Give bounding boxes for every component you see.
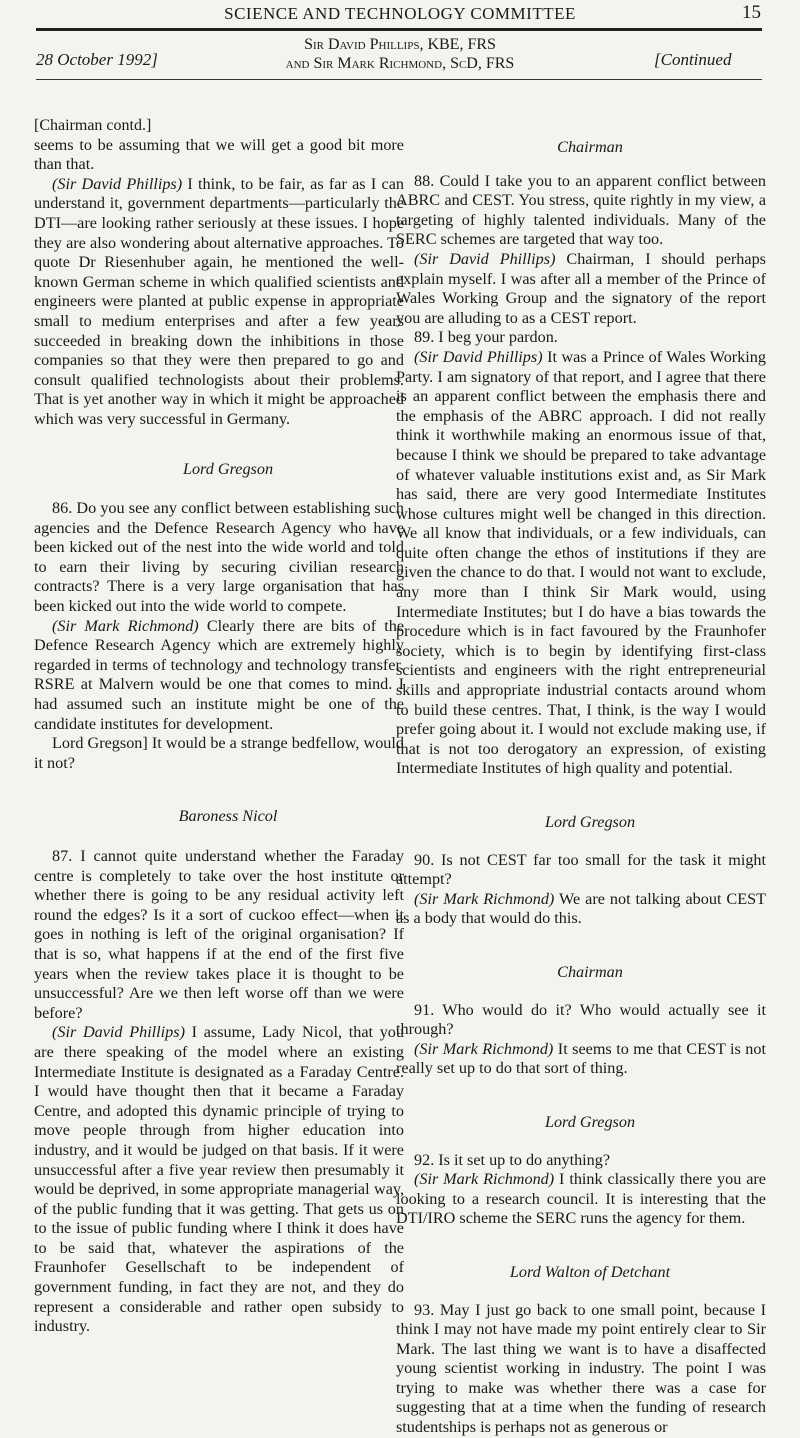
- right-column: [396, 138, 766, 1438]
- paragraph: (Sir David Phillips) I assume, Lady Nicol, that you are there speaking of the model where an existing Intermediate Institute is designated as a Faraday Centre. I would have thought then that it became a Faraday Centre, and adopted this dynamic principle of trying to move people through from higher education into industry, and it would be judged on that basis. If it were unsuccessful after a five year review then presumably it would be deprived, in some appropriate managerial way, of the public funding that it was getting. That gets us on to the issue of public funding where I think it does have to be said that, whatever the aspirations of the Fraunhofer Gesellschaft to be independent of government funding, in fact they are not, and they do represent a considerable and rather open subsidy to industry.: [34, 1023, 404, 1336]
- question-paragraph: 90. Is not CEST far too small for the task it might attempt?: [396, 850, 766, 889]
- session-date: 28 October 1992]: [36, 50, 158, 69]
- speaker-heading: Chairman: [557, 962, 623, 981]
- continued-marker: [Continued: [654, 50, 732, 69]
- speaker-heading: Lord Walton of Detchant: [509, 1262, 671, 1281]
- speaker-heading: Baroness Nicol: [178, 807, 278, 826]
- context-label: [Chairman contd.]: [34, 117, 152, 134]
- question-paragraph: 87. I cannot quite understand whether the Faraday centre is completely to take over the host institute or whether there is going to be any residual activity left round the edges? Is it a sort of cuckoo effect—when it goes in nothing is left of the original organisation? If that is so, what happens if at the end of the first five years when the review takes place it is thought to be unsuccessful? Are we then left worse off than we were before?: [34, 847, 404, 1022]
- paragraph: (Sir David Phillips) It was a Prince of Wales Working Party. I am signatory of that report, and I agree that there is an apparent conflict between the emphasis there and the emphasis of the ABRC approach. I did not really think it worthwhile making an enormous issue of that, because I think we should be prepared to take advantage of whatever valuable institutions exist and, as Sir Mark has said, there are very good Intermediate Institutes whose cultures might well be changed in this direction. We all know that individuals, or a few individuals, can quite often change the ethos of institutions if they are given the chance to do that. I would not want to exclude, any more than I think Sir Mark would, using Intermediate Institutes; but I do have a bias towards the procedure which is in fact favoured by the Fraunhofer society, which is to begin by identifying first-class scientists and engineers with the right entrepreneurial skills and appropriate industrial contacts around whom to build these centres. That, I think, is the way I would prefer going about it. I would not exclude making use, if that is not too derogatory an expression, of existing Intermediate Institutes of high quality and potential.: [396, 347, 766, 778]
- speaker-heading: Chairman: [557, 138, 623, 156]
- speaker-attribution: (Sir Mark Richmond): [414, 889, 555, 908]
- witness-line-2: and Sir Mark Richmond, ScD, FRS: [285, 55, 515, 72]
- speaker-heading: Lord Gregson: [182, 459, 274, 478]
- speaker-attribution: (Sir Mark Richmond): [414, 1039, 554, 1058]
- question-paragraph: 93. May I just go back to one small point, because I think I may not have made my point entirely clear to Sir Mark. The last thing we want is to have a disaffected young scientist working in industry. The point I was trying to make was whether there was a case for suggesting that at a time when the funding of research studentships is perhaps not as generous or: [396, 1300, 766, 1437]
- question-paragraph: 91. Who would do it? Who would actually see it through?: [396, 1000, 766, 1039]
- question-paragraph: 88. Could I take you to an apparent conflict between ABRC and CEST. You stress, quite rightly in my view, a targeting of highly talented individuals. Many of the SERC schemes are targeted that way too.: [396, 171, 766, 249]
- paragraph: (Sir Mark Richmond) It seems to me that CEST is not really set up to do that sort of thing.: [396, 1039, 766, 1078]
- speaker-attribution: (Sir David Phillips): [414, 347, 543, 366]
- witness-line-1: Sir David Phillips, KBE, FRS: [304, 36, 496, 53]
- header-bottom-rule: [36, 79, 762, 80]
- running-header-title: SCIENCE AND TECHNOLOGY COMMITTEE: [224, 4, 576, 23]
- speaker-attribution: (Sir David Phillips): [52, 1023, 185, 1042]
- paragraph: (Sir David Phillips) I think, to be fair, as far as I can understand it, government departments—particularly the DTI—are looking rather seriously at these issues. I hope they are also wondering about alternative approaches. To quote Dr Riesenhuber again, he mentioned the well-known German scheme in which qualified scientists and engineers were planted at public expense in appropriate small to medium enterprises and after a few years succeeded in breaking down the inhibitions in those companies so that they were then prepared to go and consult qualified technologists about their problems. That is yet another way in which it might be approached which was very successful in Germany.: [34, 174, 404, 428]
- speaker-attribution: (Sir David Phillips): [414, 249, 556, 268]
- speaker-attribution: (Sir Mark Richmond): [414, 1170, 555, 1189]
- page-number: 15: [742, 2, 761, 23]
- witness-names: [200, 35, 600, 73]
- speaker-heading: Lord Gregson: [544, 813, 636, 831]
- question-paragraph: 92. Is it set up to do anything?: [414, 1150, 611, 1169]
- speaker-attribution: (Sir Mark Richmond): [52, 616, 199, 635]
- question-paragraph: 89. I beg your pardon.: [414, 328, 558, 347]
- paragraph: Lord Gregson] It would be a strange bedfellow, would it not?: [34, 734, 404, 772]
- speaker-heading: Lord Gregson: [544, 1112, 636, 1131]
- paragraph: (Sir David Phillips) Chairman, I should perhaps explain myself. I was after all a member of the Prince of Wales Working Group and the signatory of the report you are alluding to as a CEST report.: [396, 249, 766, 327]
- speaker-attribution: (Sir David Phillips): [52, 174, 183, 193]
- paragraph: (Sir Mark Richmond) Clearly there are bits of the Defence Research Agency which are extremely highly regarded in terms of technology and technology transfer. RSRE at Malvern would be one that comes to mind. I had assumed such an institute might be one of the candidate institutes for development.: [34, 616, 405, 733]
- left-column: [34, 116, 404, 1337]
- header-rule: [36, 28, 762, 31]
- question-paragraph: 86. Do you see any conflict between establishing such agencies and the Defence Research Agency who have been kicked out of the nest into the wide world and told to earn their living by securing civilian research contracts? There is a very large organisation that has been kicked out into the wide world to compete.: [34, 499, 404, 616]
- paragraph: seems to be assuming that we will get a good bit more than that.: [34, 135, 404, 174]
- paragraph: (Sir Mark Richmond) We are not talking about CEST as a body that would do this.: [396, 889, 766, 928]
- paragraph: (Sir Mark Richmond) I think classically there you are looking to a research council. It is interesting that the DTI/IRO scheme the SERC runs the agency for them.: [396, 1170, 766, 1228]
